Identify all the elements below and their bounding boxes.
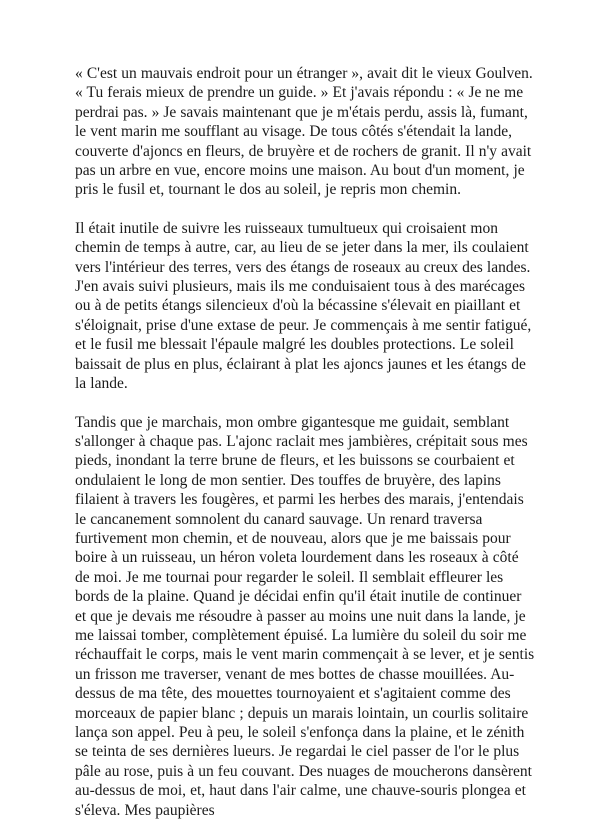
document-page xyxy=(75,64,535,839)
paragraph-1: « C'est un mauvais endroit pour un étranger », avait dit le vieux Goulven. « Tu ferais mieux de prendre un guide. » Et j'avais répondu : « Je ne me perdrai pas. » Je savais maintenant que je m'étais perdu, assis là, fumant, le vent marin me soufflant au visage. De tous côtés s'étendait la lande, couverte d'ajoncs en fleurs, de bruyère et de rochers de granit. Il n'y avait pas un arbre en vue, encore moins une maison. Au bout d'un moment, je pris le fusil et, tournant le dos au soleil, je repris mon chemin. xyxy=(75,65,533,199)
paragraph-2: Il était inutile de suivre les ruisseaux tumultueux qui croisaient mon chemin de temps à autre, car, au lieu de se jeter dans la mer, ils coulaient vers l'intérieur des terres, vers des étangs de roseaux au creux des landes. J'en avais suivi plusieurs, mais ils me conduisaient tous à des marécages ou à de petits étangs silencieux d'où la bécassine s'élevait en piaillant et s'éloignait, prise d'une extase de peur. Je commençais à me sentir fatigué, et le fusil me blessait l'épaule malgré les doubles protections. Le soleil baissait de plus en plus, éclairant à plat les ajoncs jaunes et les étangs de la lande. xyxy=(75,219,532,393)
paragraph-3: Tandis que je marchais, mon ombre gigantesque me guidait, semblant s'allonger à chaque pas. L'ajonc raclait mes jambières, crépitait sous mes pieds, inondant la terre brune de fleurs, et les buissons se courbaient et ondulaient le long de mon sentier. Des touffes de bruyère, des lapins filaient à travers les fougères, et parmi les herbes des marais, j'entendais le cancanement somnolent du canard sauvage. Un renard traversa furtivement mon chemin, et de nouveau, alors que je me baissais pour boire à un ruisseau, un héron voleta lourdement dans les roseaux à côté de moi. Je me tournai pour regarder le soleil. Il semblait effleurer les bords de la plaine. Quand je décidai enfin qu'il était inutile de continuer et que je devais me résoudre à passer au moins une nuit dans la lande, je me laissai tomber, complètement épuisé. La lumière du soleil du soir me réchauffait le corps, mais le vent marin commençait à se lever, et je sentis un frisson me traverser, venant de mes bottes de chasse mouillées. Au-dessus de ma tête, des mouettes tournoyaient et s'agitaient comme des morceaux de papier blanc ; depuis un marais lointain, un courlis solitaire lança son appel. Peu à peu, le soleil s'enfonça dans la plaine, et le zénith se teinta de ses dernières lueurs. Je regardai le ciel passer de l'or le plus pâle au rose, puis à un feu couvant. Des nuages de moucherons dansèrent au-dessus de moi, et, haut dans l'air calme, une chauve-souris plongea et s'éleva. Mes paupières xyxy=(75,413,535,819)
